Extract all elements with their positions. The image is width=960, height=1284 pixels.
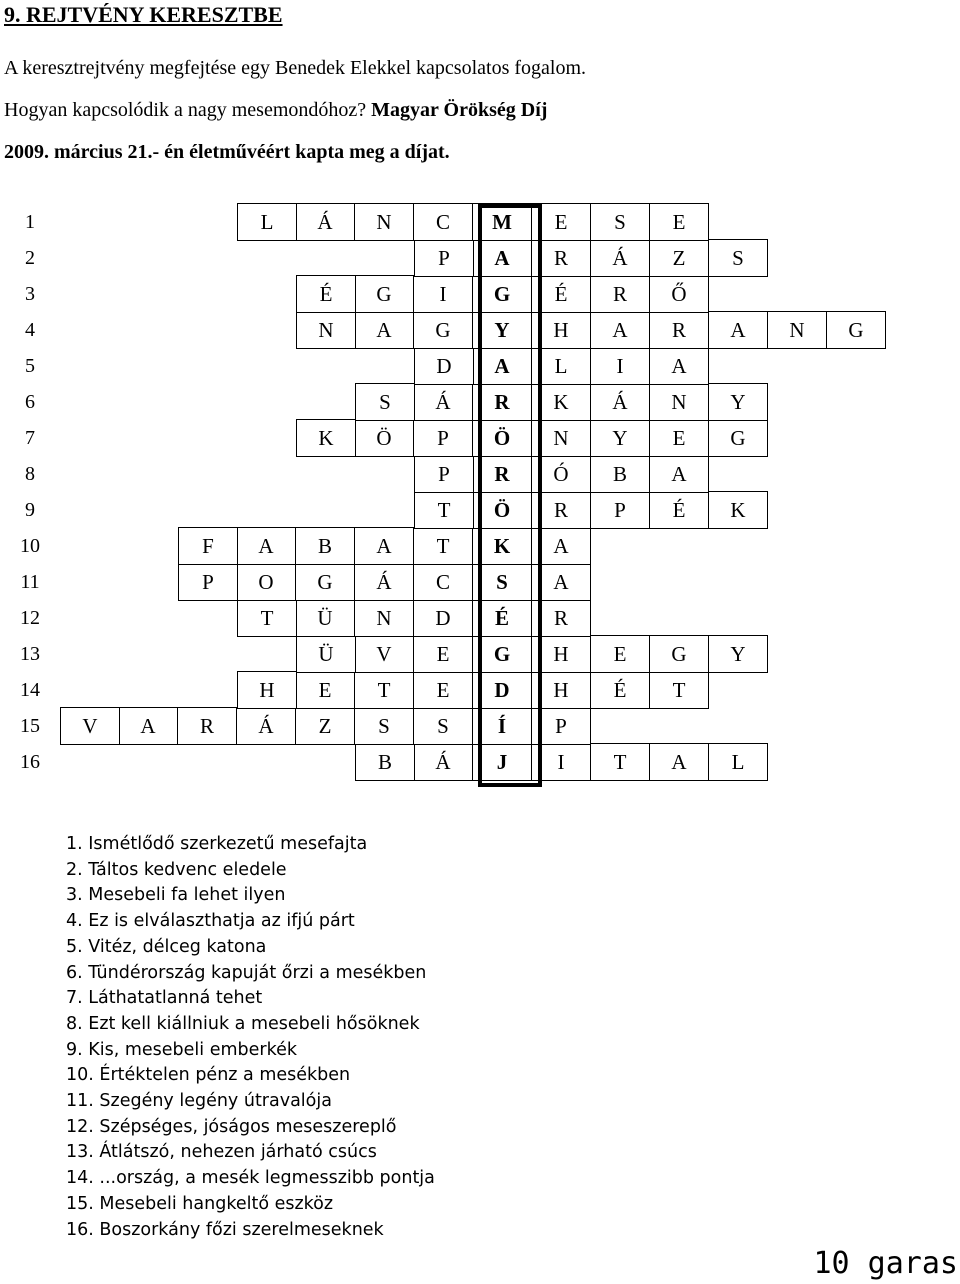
- row-number: 3: [25, 283, 35, 305]
- grid-cell: E: [532, 203, 591, 241]
- solution-cell: A: [473, 348, 532, 385]
- clue-item: 1. Ismétlődő szerkezetű mesefajta: [66, 834, 368, 854]
- row-number: 11: [20, 571, 40, 593]
- grid-cell: Y: [591, 420, 650, 457]
- solution-cell: G: [473, 276, 532, 313]
- clue-item: 3. Mesebeli fa lehet ilyen: [66, 885, 286, 906]
- grid-cell: D: [414, 600, 473, 637]
- grid-cell: E: [296, 672, 355, 709]
- clue-item: 2. Táltos kedvenc eledele: [66, 859, 287, 880]
- grid-cell: L: [237, 203, 297, 241]
- grid-cell: G: [827, 311, 886, 349]
- row-number: 14: [20, 679, 40, 701]
- grid-cell: K: [709, 491, 768, 529]
- grid-cell: R: [532, 600, 591, 637]
- clue-item: 5. Vitéz, délceg katona: [66, 936, 267, 957]
- grid-cell: Á: [591, 384, 650, 421]
- grid-cell: Y: [709, 383, 768, 421]
- solution-cell: K: [473, 528, 532, 565]
- row-number: 2: [25, 247, 35, 269]
- clue-item: 13. Átlátszó, nehezen járható csúcs: [66, 1142, 377, 1163]
- grid-cell: D: [414, 348, 474, 385]
- grid-cell: P: [414, 420, 473, 457]
- grid-cell: G: [355, 275, 414, 313]
- grid-cell: T: [414, 492, 474, 529]
- grid-cell: A: [591, 312, 650, 349]
- grid-cell: Z: [650, 240, 709, 277]
- grid-cell: Ö: [355, 420, 414, 457]
- grid-cell: Z: [296, 708, 355, 745]
- grid-cell: H: [532, 636, 591, 673]
- grid-cell: C: [414, 564, 473, 601]
- grid-cell: P: [414, 456, 474, 493]
- solution-cell: Ö: [473, 492, 532, 529]
- row-number: 4: [25, 319, 35, 341]
- grid-cell: N: [355, 600, 414, 637]
- clue-item: 16. Boszorkány főzi szerelmeseknek: [66, 1219, 384, 1240]
- row-number: 5: [25, 355, 35, 377]
- row-number: 12: [20, 607, 40, 629]
- solution-cell: M: [473, 203, 532, 241]
- grid-cell: É: [650, 492, 709, 529]
- solution-cell: A: [473, 240, 532, 277]
- solution-cell: G: [473, 636, 532, 673]
- grid-cell: S: [709, 239, 768, 277]
- row-number: 13: [20, 643, 40, 665]
- grid-cell: K: [296, 419, 356, 457]
- grid-cell: P: [532, 708, 591, 745]
- grid-cell: G: [414, 312, 473, 349]
- grid-cell: T: [650, 672, 709, 709]
- grid-cell: S: [355, 708, 414, 745]
- grid-cell: R: [591, 276, 650, 313]
- grid-cell: G: [709, 420, 768, 457]
- grid-cell: R: [178, 707, 237, 745]
- grid-cell: A: [709, 311, 768, 349]
- grid-cell: L: [709, 743, 768, 781]
- grid-cell: V: [355, 636, 414, 673]
- grid-cell: E: [414, 636, 473, 673]
- exercise-heading: 9. REJTVÉNY KERESZTBE: [4, 2, 283, 27]
- solution-cell: S: [473, 564, 532, 601]
- clue-item: 11. Szegény legény útravalója: [66, 1091, 332, 1112]
- row-number: 15: [20, 715, 40, 737]
- grid-cell: S: [355, 383, 415, 421]
- grid-cell: A: [532, 564, 591, 601]
- grid-cell: Á: [237, 708, 296, 745]
- price-label: 10 garas: [813, 1246, 958, 1281]
- solution-cell: É: [473, 600, 532, 637]
- grid-cell: É: [296, 275, 356, 313]
- grid-cell: P: [414, 240, 474, 277]
- grid-cell: P: [591, 492, 650, 529]
- grid-cell: Y: [709, 635, 768, 673]
- clue-item: 14. ...ország, a mesék legmesszibb pontja: [66, 1168, 435, 1189]
- row-number: 8: [25, 463, 35, 485]
- grid-cell: N: [650, 384, 709, 421]
- grid-cell: Á: [414, 744, 473, 781]
- solution-cell: Ö: [473, 420, 532, 457]
- intro-line-1: A keresztrejtvény megfejtése egy Benedek Elekkel kapcsolatos fogalom.: [4, 57, 587, 79]
- grid-cell: A: [355, 312, 414, 349]
- grid-cell: Ő: [650, 276, 709, 313]
- clue-list: [66, 832, 435, 1243]
- grid-cell: F: [178, 527, 238, 565]
- grid-cell: Ü: [296, 636, 356, 673]
- grid-cell: A: [237, 527, 296, 565]
- clue-item: 6. Tündérország kapuját őrzi a mesékben: [66, 962, 427, 983]
- grid-cell: I: [532, 744, 591, 781]
- solution-cell: R: [473, 456, 532, 493]
- grid-cell: P: [178, 564, 238, 601]
- grid-cell: K: [532, 384, 591, 421]
- grid-cell: H: [532, 312, 591, 349]
- grid-cell: É: [532, 276, 591, 313]
- solution-cell: Y: [473, 312, 532, 349]
- grid-cell: A: [650, 348, 709, 385]
- clue-item: 12. Szépséges, jóságos meseszereplő: [66, 1116, 397, 1137]
- grid-cell: T: [237, 600, 297, 637]
- grid-cell: L: [532, 348, 591, 385]
- clue-item: 7. Láthatatlanná tehet: [66, 988, 263, 1009]
- grid-cell: Á: [414, 384, 473, 421]
- clue-item: 10. Értéktelen pénz a mesékben: [66, 1065, 351, 1086]
- grid-cell: E: [650, 420, 709, 457]
- grid-cell: R: [532, 240, 591, 277]
- grid-cell: I: [591, 348, 650, 385]
- solution-cell: R: [473, 384, 532, 421]
- clue-item: 8. Ezt kell kiállniuk a mesebeli hősöknek: [66, 1013, 420, 1034]
- solution-cell: J: [473, 744, 532, 781]
- row-number: 9: [25, 499, 35, 521]
- grid-cell: B: [591, 456, 650, 493]
- grid-cell: B: [296, 527, 355, 565]
- intro-line-3: [4, 131, 704, 173]
- grid-cell: E: [650, 203, 709, 241]
- grid-cell: I: [414, 276, 473, 313]
- row-number: 10: [20, 535, 40, 557]
- award-date: 2009. március 21.- én életművéért kapta meg a díjat.: [4, 141, 450, 163]
- grid-cell: S: [414, 708, 473, 745]
- grid-cell: H: [532, 672, 591, 709]
- row-number: 7: [25, 427, 35, 449]
- grid-cell: A: [355, 527, 414, 565]
- grid-cell: E: [591, 635, 650, 673]
- grid-cell: G: [650, 635, 709, 673]
- intro-question: Hogyan kapcsolódik a nagy mesemondóhoz?: [4, 99, 367, 121]
- grid-cell: R: [650, 312, 709, 349]
- intro-line-2: [4, 89, 704, 131]
- grid-cell: T: [355, 672, 414, 709]
- grid-cell: É: [591, 672, 650, 709]
- clue-item: 9. Kis, mesebeli emberkék: [66, 1039, 297, 1060]
- solution-cell: Í: [473, 708, 532, 745]
- grid-cell: V: [60, 707, 120, 745]
- grid-cell: T: [591, 743, 650, 781]
- grid-cell: G: [296, 564, 355, 601]
- grid-cell: Ü: [296, 600, 355, 637]
- grid-cell: Á: [296, 203, 355, 241]
- grid-cell: A: [650, 456, 709, 493]
- grid-cell: N: [355, 203, 414, 241]
- grid-cell: Ó: [532, 456, 591, 493]
- grid-cell: H: [237, 671, 297, 709]
- clue-item: 4. Ez is elválaszthatja az ifjú párt: [66, 911, 355, 932]
- grid-cell: Á: [355, 564, 414, 601]
- grid-cell: T: [414, 528, 473, 565]
- grid-cell: S: [591, 203, 650, 241]
- solution-cell: D: [473, 672, 532, 709]
- row-number: 16: [20, 751, 40, 773]
- grid-cell: Á: [591, 240, 650, 277]
- grid-cell: N: [768, 311, 827, 349]
- grid-cell: C: [414, 203, 473, 241]
- grid-cell: O: [237, 564, 296, 601]
- clue-item: 15. Mesebeli hangkeltő eszköz: [66, 1193, 334, 1214]
- grid-cell: A: [650, 743, 709, 781]
- row-number: 6: [25, 391, 35, 413]
- grid-cell: E: [414, 672, 473, 709]
- grid-cell: N: [532, 420, 591, 457]
- grid-cell: N: [296, 312, 356, 349]
- grid-cell: A: [119, 707, 178, 745]
- award-name: Magyar Örökség Díj: [366, 99, 548, 121]
- grid-cell: B: [355, 744, 415, 781]
- row-number: 1: [25, 211, 35, 233]
- grid-cell: R: [532, 492, 591, 529]
- grid-cell: A: [532, 528, 591, 565]
